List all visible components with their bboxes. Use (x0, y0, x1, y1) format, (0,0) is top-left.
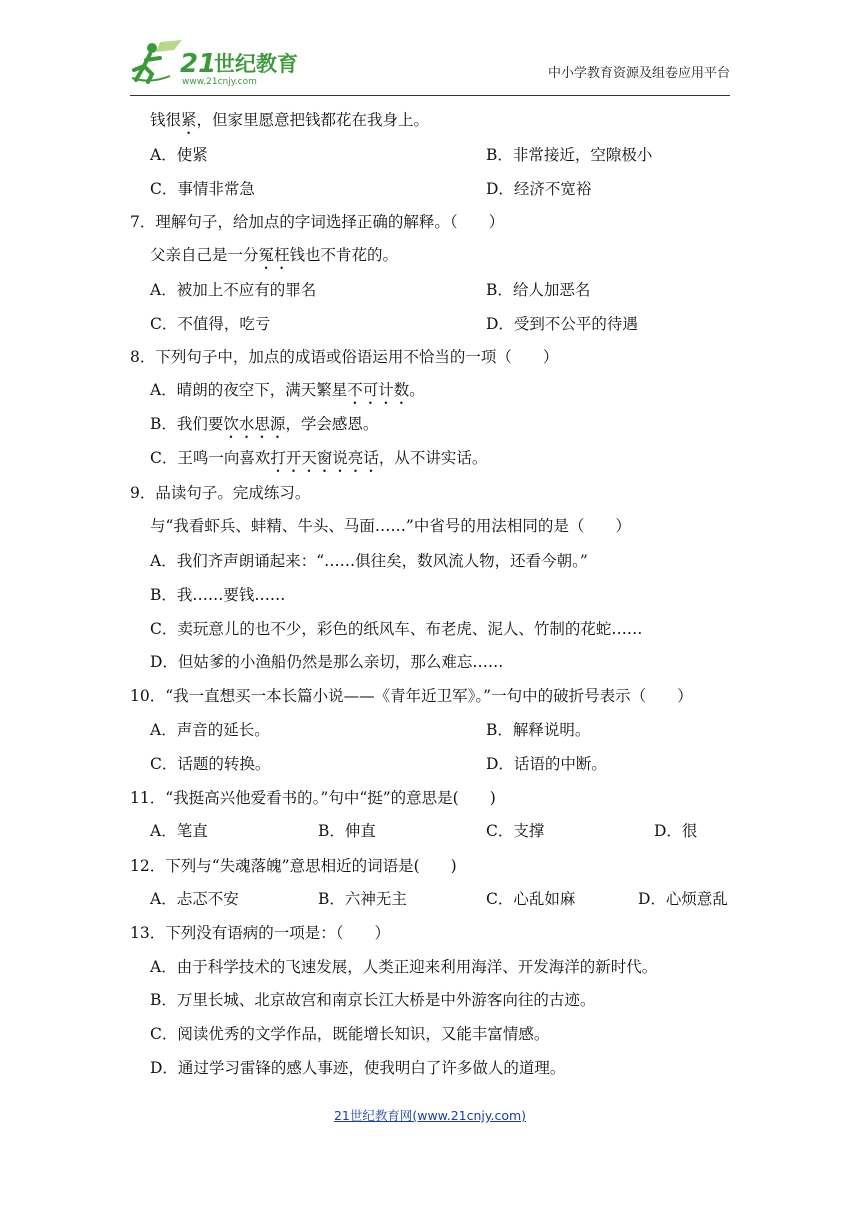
q8-b-text: B．我们要 (150, 415, 224, 433)
page-header (130, 36, 730, 96)
q12-stem: 12．下列与“失魂落魄”意思相近的词语是( ) (130, 857, 457, 875)
svg-text:世纪教育: 世纪教育 (214, 52, 298, 76)
prev-option-a[interactable]: A．使紧 (150, 146, 208, 164)
q7-emphasized-word: 冤枉 (258, 246, 290, 264)
prev-sentence-part: 钱很 (150, 111, 182, 129)
prev-sentence (150, 110, 429, 138)
q11-stem: 11．“我挺高兴他爱看书的。”句中“挺”的意思是( ) (130, 789, 496, 807)
q12-option-c[interactable]: C．心乱如麻 (486, 890, 576, 908)
svg-text:21: 21 (180, 49, 217, 79)
prev-emphasized-word: 紧 (181, 111, 197, 129)
q11-option-d[interactable]: D．很 (654, 822, 698, 840)
q13-option-b[interactable]: B．万里长城、北京故宫和南京长江大桥是中外游客向往的古迹。 (150, 991, 596, 1009)
q8-b-text: ，学会感恩。 (285, 415, 379, 433)
q12-option-b[interactable]: B．六神无主 (318, 890, 407, 908)
q13-option-a[interactable]: A．由于科学技术的飞速发展，人类正迎来利用海洋、开发海洋的新时代。 (150, 958, 658, 976)
q8-a-text: 。 (409, 381, 425, 399)
q10-option-b[interactable]: B．解释说明。 (486, 721, 591, 739)
q7-option-c[interactable]: C．不值得，吃亏 (150, 315, 271, 333)
q8-b-idiom: 饮水思源 (223, 415, 286, 433)
q9-stem: 9．品读句子。完成练习。 (130, 484, 311, 502)
q11-option-a[interactable]: A．笔直 (150, 822, 208, 840)
q8-stem: 8．下列句子中，加点的成语或俗语运用不恰当的一项（ ） (130, 348, 559, 366)
svg-text:www.21cnjy.com: www.21cnjy.com (182, 77, 257, 87)
q11-option-c[interactable]: C．支撑 (486, 822, 545, 840)
q10-option-c[interactable]: C．话题的转换。 (150, 755, 271, 773)
q7-option-d[interactable]: D．受到不公平的待遇 (486, 315, 638, 333)
q13-option-d[interactable]: D．通过学习雷锋的感人事迹，使我明白了许多做人的道理。 (150, 1059, 566, 1077)
q7-sentence-part: 钱也不肯花的。 (289, 246, 399, 264)
q9-option-b[interactable]: B．我……要钱…… (150, 586, 286, 604)
prev-sentence-part: ，但家里愿意把钱都花在我身上。 (196, 111, 430, 129)
q7-option-a[interactable]: A．被加上不应有的罪名 (150, 281, 317, 299)
prev-option-d[interactable]: D．经济不宽裕 (486, 180, 592, 198)
site-logo[interactable] (130, 38, 310, 88)
q13-option-c[interactable]: C．阅读优秀的文学作品，既能增长知识，又能丰富情感。 (150, 1025, 550, 1043)
q8-c-text: ，从不讲实话。 (378, 449, 488, 467)
q8-option-a[interactable] (150, 380, 425, 408)
q13-stem: 13．下列没有语病的一项是：（ ） (130, 924, 390, 942)
q8-a-idiom: 不可计数 (347, 381, 410, 399)
q9-subquestion: 与“我看虾兵、蚌精、牛头、马面……”中省号的用法相同的是（ ） (150, 517, 631, 535)
q12-option-a[interactable]: A．忐忑不安 (150, 890, 239, 908)
q7-sentence-part: 父亲自己是一分 (150, 246, 259, 264)
q9-option-c[interactable]: C．卖玩意儿的也不少，彩色的纸风车、布老虎、泥人、竹制的花蛇…… (150, 620, 643, 638)
header-divider (130, 95, 730, 96)
q10-option-d[interactable]: D．话语的中断。 (486, 755, 607, 773)
q8-c-text: C．王鸣一向喜欢 (150, 449, 271, 467)
q8-option-b[interactable] (150, 414, 378, 442)
platform-title: 中小学教育资源及组卷应用平台 (547, 66, 730, 81)
q7-stem: 7．理解句子，给加点的字词选择正确的解释。（ ） (130, 213, 505, 231)
q9-option-a[interactable]: A．我们齐声朗诵起来：“……俱往矣，数风流人物，还看今朝。” (150, 552, 588, 570)
q8-option-c[interactable] (150, 448, 487, 476)
footer-link[interactable]: 21世纪教育网(www.21cnjy.com) (333, 1108, 527, 1123)
q12-option-d[interactable]: D．心烦意乱 (638, 890, 728, 908)
q7-sentence (150, 245, 398, 273)
q11-option-b[interactable]: B．伸直 (318, 822, 376, 840)
q8-a-text: A．晴朗的夜空下，满天繁星 (150, 381, 348, 399)
q10-stem: 10．“我一直想买一本长篇小说——《青年近卫军》。”一句中的破折号表示（ ） (130, 687, 693, 705)
runner-logo-icon (130, 38, 310, 88)
q8-c-idiom: 打开天窗说亮话 (270, 449, 379, 467)
prev-option-c[interactable]: C．事情非常急 (150, 180, 255, 198)
q10-option-a[interactable]: A．声音的延长。 (150, 721, 270, 739)
q9-option-d[interactable]: D．但姑爹的小渔船仍然是那么亲切，那么难忘…… (150, 653, 504, 671)
q7-option-b[interactable]: B．给人加恶名 (486, 281, 591, 299)
prev-option-b[interactable]: B．非常接近，空隙极小 (486, 146, 653, 164)
